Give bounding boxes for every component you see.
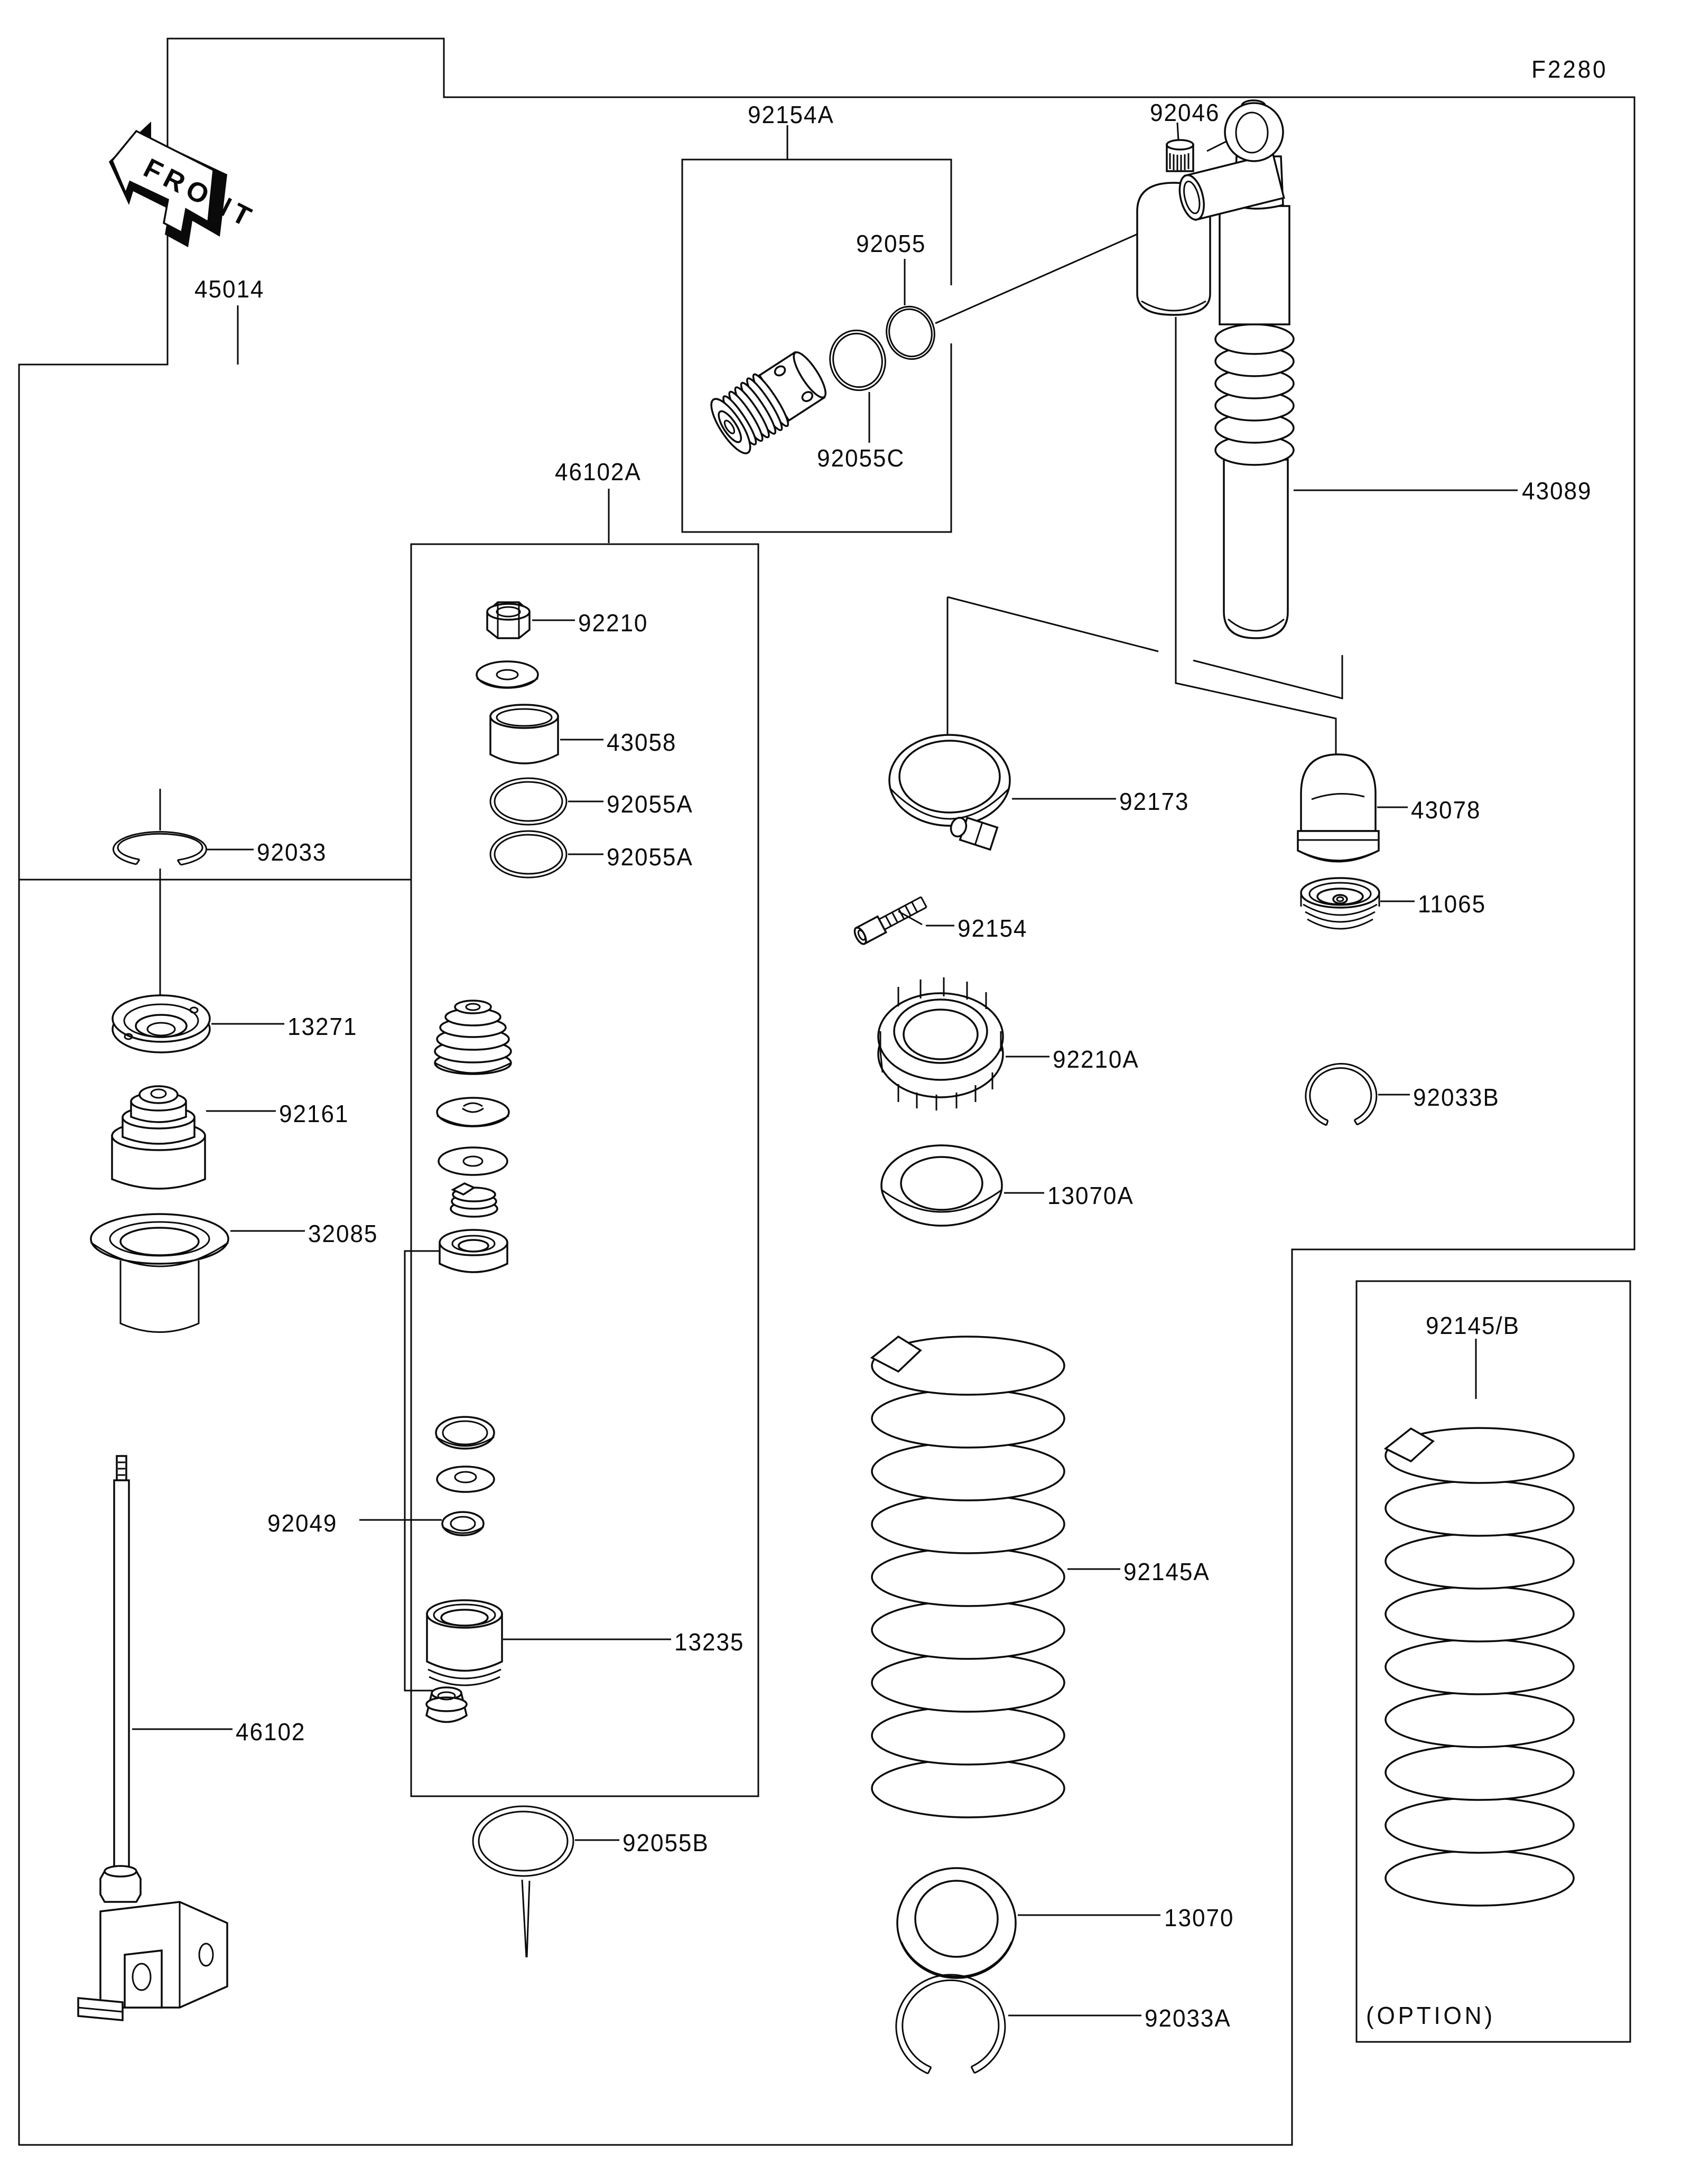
nut-92210 xyxy=(487,602,529,638)
part-label-92173: 92173 xyxy=(1119,788,1190,815)
washer-domed xyxy=(437,1098,509,1126)
seal-head-upper xyxy=(440,1230,507,1272)
main-spring-92145a xyxy=(872,1337,1064,1817)
part-label-92055a-1: 92055A xyxy=(607,790,693,818)
cup-43058 xyxy=(490,705,558,763)
piston xyxy=(435,1001,511,1074)
part-label-45014: 45014 xyxy=(194,275,265,303)
part-label-13070: 13070 xyxy=(1164,1904,1234,1931)
part-label-92055a-2: 92055A xyxy=(607,843,693,871)
part-label-92033a: 92033A xyxy=(1145,2004,1231,2032)
part-label-43058: 43058 xyxy=(607,729,677,756)
part-label-92046: 92046 xyxy=(1150,99,1220,126)
svg-text:FRONT: FRONT xyxy=(138,153,261,235)
spring-seat-13070 xyxy=(897,1868,1016,1978)
snap-ring-92033a xyxy=(896,1975,1005,2074)
option-label: (OPTION) xyxy=(1366,2002,1495,2029)
part-label-92145a: 92145A xyxy=(1123,1558,1210,1585)
part-label-13235: 13235 xyxy=(674,1628,745,1656)
part-label-43089: 43089 xyxy=(1522,477,1592,505)
o-ring-92055b xyxy=(473,1806,573,1876)
part-label-92145b: 92145/B xyxy=(1426,1312,1520,1339)
eyelet-mount xyxy=(1225,100,1283,161)
part-label-92055: 92055 xyxy=(856,230,926,257)
part-label-92210a: 92210A xyxy=(1053,1046,1139,1073)
part-label-32085: 32085 xyxy=(308,1220,378,1247)
oil-seal-92049 xyxy=(442,1512,484,1535)
damper-internals-stack xyxy=(426,602,573,1876)
shock-rod-46102 xyxy=(78,1456,227,2020)
front-arrow-icon xyxy=(109,122,261,247)
part-label-92161: 92161 xyxy=(279,1100,349,1127)
part-label-92055c: 92055C xyxy=(817,444,905,472)
o-ring-92055a-2 xyxy=(490,831,566,878)
spring-seat-13070a xyxy=(881,1145,1002,1226)
rod-end-stop xyxy=(426,1687,467,1722)
part-label-92055b: 92055B xyxy=(622,1829,709,1856)
o-ring-92055 xyxy=(881,301,941,365)
adjuster-nut-92210a xyxy=(878,977,1003,1110)
part-label-92033: 92033 xyxy=(257,838,327,866)
compression-valve-92154a xyxy=(704,301,940,459)
part-label-13070a: 13070A xyxy=(1047,1182,1134,1209)
leader-lines xyxy=(132,123,1518,2015)
snap-ring-92033b xyxy=(1306,1064,1377,1125)
part-label-11065: 11065 xyxy=(1418,890,1486,918)
reservoir-cap-11065 xyxy=(1301,878,1379,929)
shock-absorber-body xyxy=(1137,100,1294,638)
o-ring-92055c xyxy=(823,324,892,396)
washer-raised xyxy=(437,1467,494,1492)
o-ring-92055a-1 xyxy=(490,778,566,825)
figure-code: F2280 xyxy=(1531,55,1608,83)
valve-spring-small xyxy=(451,1183,497,1217)
part-label-46102: 46102 xyxy=(236,1718,306,1746)
reservoir-cover-43078 xyxy=(1298,754,1379,862)
part-label-92154: 92154 xyxy=(958,914,1028,942)
seal-head-body-13235 xyxy=(427,1600,502,1685)
part-label-46102a: 46102A xyxy=(555,458,642,486)
option-spring-92145b xyxy=(1386,1428,1574,1906)
washer-flat xyxy=(439,1147,507,1175)
part-label-92033b: 92033B xyxy=(1413,1084,1500,1111)
part-label-92154a: 92154A xyxy=(748,101,834,128)
seal-head-cap-13271 xyxy=(113,995,210,1052)
part-label-13271: 13271 xyxy=(287,1013,358,1040)
spring-guide-32085 xyxy=(91,1214,228,1332)
clamp-bolt-92154 xyxy=(852,894,928,946)
needle-bearing-92046 xyxy=(1167,140,1193,171)
seal-ring xyxy=(436,1417,494,1449)
part-label-92210: 92210 xyxy=(578,609,648,637)
part-label-92049: 92049 xyxy=(267,1509,338,1537)
part-label-43078: 43078 xyxy=(1411,796,1481,824)
clamp-92173 xyxy=(889,735,1010,850)
bump-rubber-92161 xyxy=(112,1086,205,1189)
snap-ring-92033 xyxy=(113,832,206,865)
washer-top xyxy=(477,661,538,688)
